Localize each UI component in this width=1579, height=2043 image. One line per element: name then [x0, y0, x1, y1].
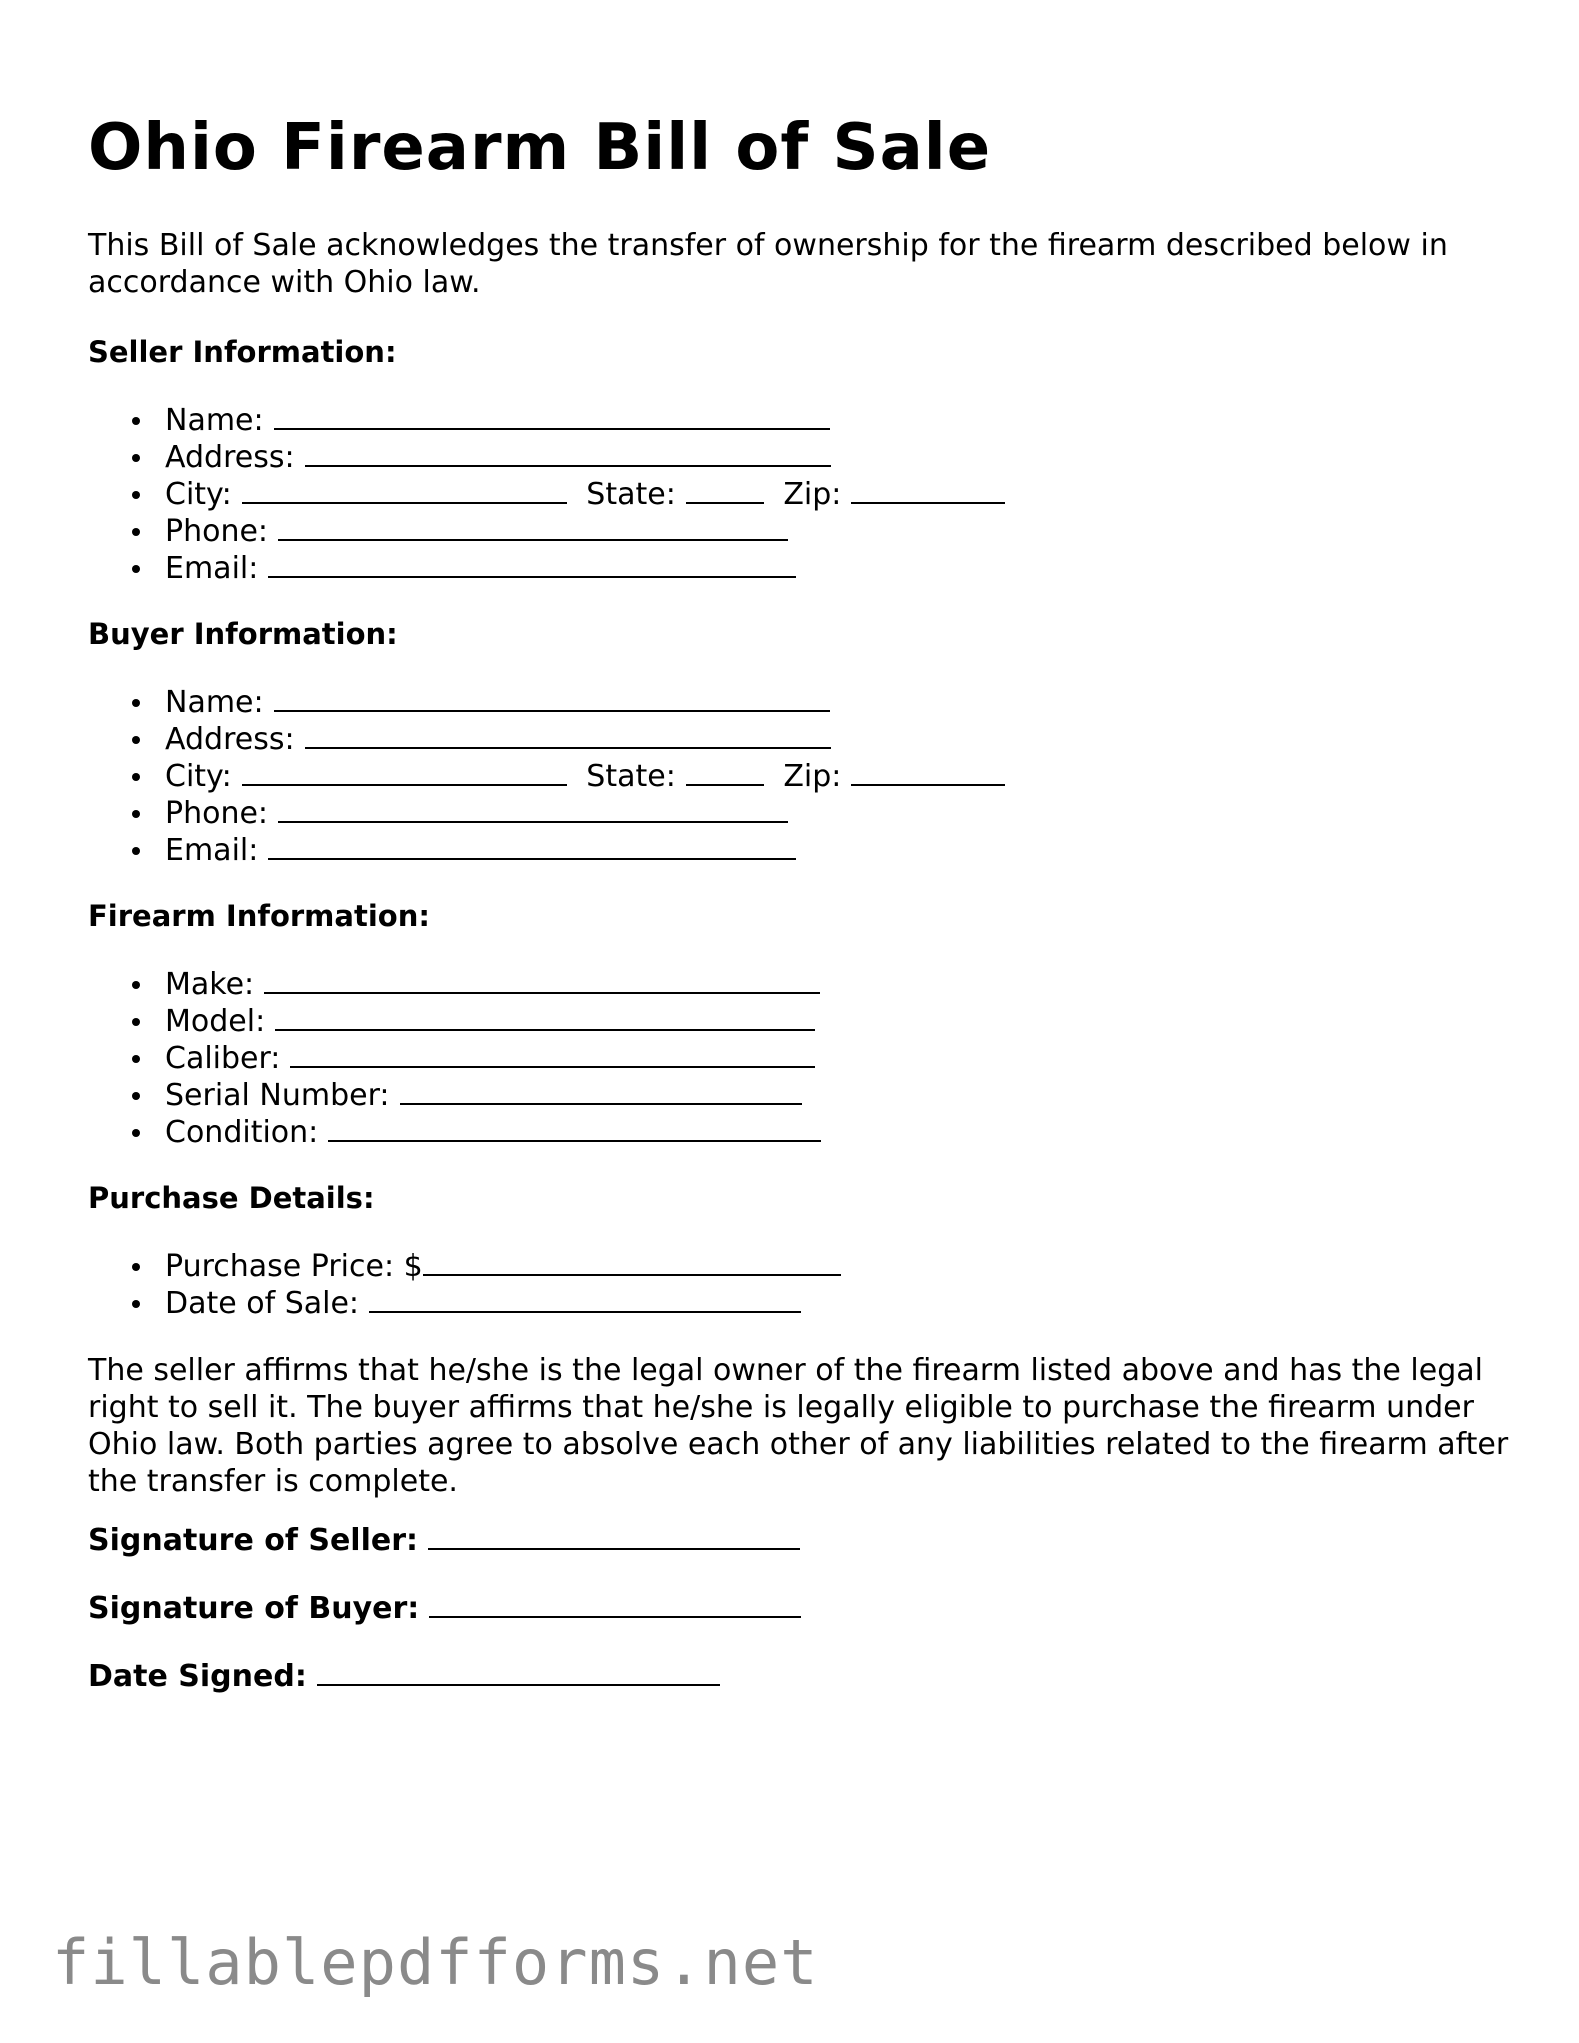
seller-city-row — [88, 476, 1005, 513]
firearm-make-field[interactable] — [264, 967, 820, 994]
bullet-icon — [132, 1055, 140, 1063]
seller-email-label: Email: — [165, 551, 259, 586]
purchase-price-row — [88, 1248, 841, 1285]
firearm-caliber-field[interactable] — [290, 1041, 815, 1068]
document-title: Ohio Firearm Bill of Sale — [88, 111, 992, 185]
bullet-icon — [132, 847, 140, 855]
bullet-icon — [132, 810, 140, 818]
buyer-field-list — [88, 684, 1005, 869]
bullet-icon — [132, 773, 140, 781]
seller-city-label: City: — [165, 477, 232, 512]
seller-section-heading: Seller Information: — [88, 335, 397, 369]
firearm-model-field[interactable] — [275, 1004, 815, 1031]
seller-signature-label: Signature of Seller: — [88, 1523, 419, 1558]
buyer-section-heading: Buyer Information: — [88, 617, 398, 651]
buyer-state-label: State: — [586, 759, 676, 794]
seller-state-label: State: — [586, 477, 676, 512]
firearm-make-label: Make: — [165, 967, 255, 1002]
seller-name-row — [88, 402, 1005, 439]
firearm-caliber-label: Caliber: — [165, 1041, 281, 1076]
buyer-city-label: City: — [165, 759, 232, 794]
firearm-condition-label: Condition: — [165, 1115, 319, 1150]
seller-city-field[interactable] — [242, 477, 567, 504]
buyer-email-label: Email: — [165, 833, 259, 868]
buyer-zip-label: Zip: — [783, 759, 842, 794]
buyer-phone-label: Phone: — [165, 796, 269, 831]
buyer-zip-field[interactable] — [851, 759, 1005, 786]
intro-paragraph: This Bill of Sale acknowledges the transfer of ownership for the firearm described below in accordance with Ohio law. — [88, 228, 1448, 300]
firearm-make-row — [88, 966, 821, 1003]
firearm-caliber-row — [88, 1040, 821, 1077]
buyer-signature-label: Signature of Buyer: — [88, 1591, 420, 1626]
bullet-icon — [132, 1129, 140, 1137]
bullet-icon — [132, 699, 140, 707]
seller-field-list — [88, 402, 1005, 587]
bullet-icon — [132, 454, 140, 462]
bullet-icon — [132, 417, 140, 425]
seller-signature-row — [88, 1522, 800, 1559]
date-signed-field[interactable] — [317, 1659, 720, 1686]
bullet-icon — [132, 491, 140, 499]
site-watermark: fillablepdfforms.net — [52, 1926, 819, 1999]
buyer-signature-row — [88, 1590, 801, 1627]
seller-state-field[interactable] — [686, 477, 764, 504]
firearm-serial-label: Serial Number: — [165, 1078, 390, 1113]
buyer-address-row — [88, 721, 1005, 758]
buyer-phone-row — [88, 795, 1005, 832]
firearm-serial-row — [88, 1077, 821, 1114]
firearm-condition-field[interactable] — [328, 1115, 821, 1142]
seller-phone-row — [88, 513, 1005, 550]
buyer-city-field[interactable] — [242, 759, 567, 786]
buyer-address-field[interactable] — [305, 722, 831, 749]
firearm-section-heading: Firearm Information: — [88, 899, 430, 933]
firearm-serial-field[interactable] — [400, 1078, 802, 1105]
seller-zip-label: Zip: — [783, 477, 842, 512]
seller-email-field[interactable] — [268, 551, 796, 578]
bullet-icon — [132, 1300, 140, 1308]
seller-zip-field[interactable] — [851, 477, 1005, 504]
seller-phone-field[interactable] — [278, 514, 788, 541]
seller-name-field[interactable] — [274, 403, 830, 430]
firearm-model-label: Model: — [165, 1004, 266, 1039]
buyer-name-row — [88, 684, 1005, 721]
seller-phone-label: Phone: — [165, 514, 269, 549]
buyer-name-label: Name: — [165, 685, 264, 720]
buyer-address-label: Address: — [165, 722, 295, 757]
bullet-icon — [132, 565, 140, 573]
date-signed-row — [88, 1658, 720, 1695]
firearm-condition-row — [88, 1114, 821, 1151]
bullet-icon — [132, 981, 140, 989]
purchase-price-label: Purchase Price: $ — [165, 1249, 423, 1284]
bullet-icon — [132, 1092, 140, 1100]
buyer-phone-field[interactable] — [278, 796, 788, 823]
seller-email-row — [88, 550, 1005, 587]
purchase-price-field[interactable] — [423, 1249, 841, 1276]
purchase-section-heading: Purchase Details: — [88, 1181, 375, 1215]
buyer-state-field[interactable] — [686, 759, 764, 786]
purchase-date-field[interactable] — [369, 1286, 801, 1313]
seller-address-row — [88, 439, 1005, 476]
buyer-email-row — [88, 832, 1005, 869]
seller-address-field[interactable] — [305, 440, 831, 467]
buyer-email-field[interactable] — [268, 833, 796, 860]
bullet-icon — [132, 528, 140, 536]
affirmation-paragraph: The seller affirms that he/she is the legal owner of the firearm listed above and has the legal right to sell it. The buyer affirms that he/she is legally eligible to purchase the firearm under Ohio law. Both parties agree to absolve each other of any liabilities related to the firearm after the transfer is complete. — [88, 1353, 1509, 1499]
seller-signature-field[interactable] — [428, 1523, 800, 1550]
bullet-icon — [132, 736, 140, 744]
purchase-field-list — [88, 1248, 841, 1322]
purchase-date-row — [88, 1285, 841, 1322]
buyer-signature-field[interactable] — [429, 1591, 801, 1618]
seller-address-label: Address: — [165, 440, 295, 475]
seller-name-label: Name: — [165, 403, 264, 438]
purchase-date-label: Date of Sale: — [165, 1286, 360, 1321]
date-signed-label: Date Signed: — [88, 1659, 307, 1694]
bullet-icon — [132, 1018, 140, 1026]
firearm-field-list — [88, 966, 821, 1151]
buyer-name-field[interactable] — [274, 685, 830, 712]
buyer-city-row — [88, 758, 1005, 795]
bullet-icon — [132, 1263, 140, 1271]
firearm-model-row — [88, 1003, 821, 1040]
